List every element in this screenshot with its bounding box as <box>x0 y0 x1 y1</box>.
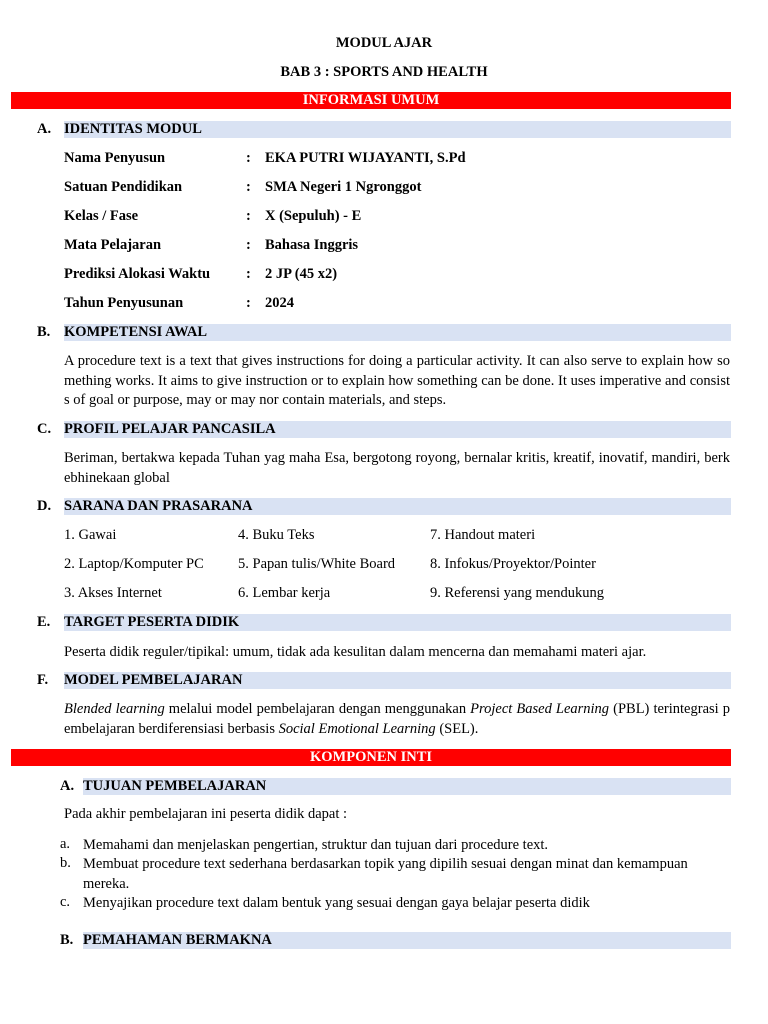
section-letter-b: B. <box>60 932 74 948</box>
colon: : <box>246 150 251 166</box>
label-tahun-penyusunan: Tahun Penyusunan <box>64 295 184 311</box>
section-title-tujuan-pembelajaran: TUJUAN PEMBELAJARAN <box>83 778 267 794</box>
sarana-item: 4. Buku Teks <box>238 527 315 543</box>
list-marker: b. <box>60 855 71 871</box>
informasi-umum-bar: INFORMASI UMUM <box>11 92 731 109</box>
section-title-identitas-modul: IDENTITAS MODUL <box>64 121 202 137</box>
value-kelas-fase: X (Sepuluh) - E <box>265 208 362 224</box>
text-fragment: melalui model pembelajaran dengan menggunakan <box>164 701 471 717</box>
label-mata-pelajaran: Mata Pelajaran <box>64 237 162 253</box>
sarana-item: 9. Referensi yang mendukung <box>430 585 604 601</box>
target-peserta-text: Peserta didik reguler/tipikal: umum, tidak ada kesulitan dalam mencerna dan memahami materi ajar. <box>64 644 647 660</box>
italic-term: Social Emotional Learning <box>278 720 436 737</box>
list-marker: c. <box>60 894 71 910</box>
sarana-item: 1. Gawai <box>64 527 117 543</box>
document-title: MODUL AJAR <box>335 35 433 51</box>
komponen-inti-bar: KOMPONEN INTI <box>11 749 731 766</box>
colon: : <box>246 237 251 253</box>
list-item: Membuat procedure text sederhana berdasarkan topik yang dipilih sesuai dengan minat dan kemampuan mereka. <box>83 856 688 892</box>
italic-term: Project Based Learning <box>470 701 610 717</box>
text-fragment: (PBL) terintegrasi pembelajaran berdiferensiasi berbasis <box>64 701 730 737</box>
colon: : <box>246 208 251 224</box>
colon: : <box>246 179 251 195</box>
kompetensi-awal-text: A procedure text is a text that gives instructions for doing a particular activity. It can also serve to explain how something works. It aims to give instruction or to explain how something can be done. It uses imperative and consists of goal or purpose, may or may nor contain materials, and steps. <box>64 353 730 408</box>
section-letter-a: A. <box>60 778 75 794</box>
section-title-profil-pelajar-pancasila: PROFIL PELAJAR PANCASILA <box>64 421 276 437</box>
section-title-kompetensi-awal: KOMPETENSI AWAL <box>64 324 208 340</box>
label-kelas-fase: Kelas / Fase <box>64 208 139 224</box>
sarana-item: 7. Handout materi <box>430 527 536 543</box>
value-prediksi-alokasi-waktu: 2 JP (45 x2) <box>265 266 338 282</box>
list-marker: a. <box>60 836 71 852</box>
label-satuan-pendidikan: Satuan Pendidikan <box>64 179 183 195</box>
section-letter-d: D. <box>37 498 52 514</box>
label-nama-penyusun: Nama Penyusun <box>64 150 166 166</box>
list-item: Menyajikan procedure text dalam bentuk yang sesuai dengan gaya belajar peserta didik <box>83 895 590 911</box>
sarana-item: 8. Infokus/Proyektor/Pointer <box>430 556 596 572</box>
section-letter-e: E. <box>37 614 51 630</box>
colon: : <box>246 266 251 282</box>
text-fragment: (SEL). <box>435 720 479 737</box>
value-satuan-pendidikan: SMA Negeri 1 Ngronggot <box>265 179 422 195</box>
colon: : <box>246 295 251 311</box>
model-pembelajaran-text <box>64 700 730 739</box>
value-mata-pelajaran: Bahasa Inggris <box>265 237 359 253</box>
list-item: Memahami dan menjelaskan pengertian, struktur dan tujuan dari procedure text. <box>83 837 549 853</box>
section-letter-a: A. <box>37 121 52 137</box>
chapter-title: BAB 3 : SPORTS AND HEALTH <box>280 64 488 80</box>
italic-term: Blended learning <box>64 701 165 717</box>
section-title-model-pembelajaran: MODEL PEMBELAJARAN <box>64 672 243 688</box>
label-prediksi-alokasi-waktu: Prediksi Alokasi Waktu <box>64 266 211 282</box>
sarana-item: 2. Laptop/Komputer PC <box>64 556 204 572</box>
section-letter-f: F. <box>37 672 49 688</box>
value-tahun-penyusunan: 2024 <box>265 295 294 311</box>
profil-pelajar-text: Beriman, bertakwa kepada Tuhan yag maha Esa, bergotong royong, bernalar kritis, kreatif, inovatif, mandiri, berkebhinekaan global <box>64 450 730 486</box>
section-letter-c: C. <box>37 421 52 437</box>
sarana-item: 3. Akses Internet <box>64 585 162 601</box>
section-title-target-peserta-didik: TARGET PESERTA DIDIK <box>64 614 240 630</box>
sarana-item: 6. Lembar kerja <box>238 585 331 601</box>
section-letter-b: B. <box>37 324 51 340</box>
sarana-item: 5. Papan tulis/White Board <box>238 556 396 572</box>
section-title-sarana-prasarana: SARANA DAN PRASARANA <box>64 498 253 514</box>
tujuan-intro: Pada akhir pembelajaran ini peserta didik dapat : <box>64 806 348 822</box>
value-nama-penyusun: EKA PUTRI WIJAYANTI, S.Pd <box>265 150 466 166</box>
section-title-pemahaman-bermakna: PEMAHAMAN BERMAKNA <box>83 932 272 948</box>
